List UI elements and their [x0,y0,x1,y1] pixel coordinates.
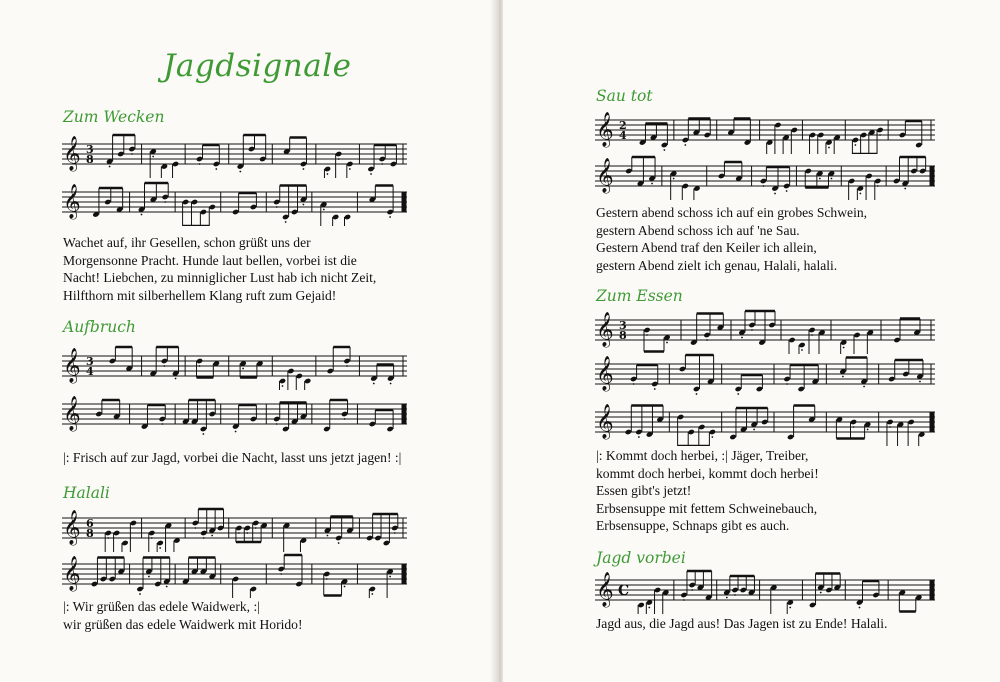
staccato-dot [107,537,109,539]
song-lyrics [596,447,819,535]
lyric-line: Gestern Abend traf den Keiler ich allein, [596,240,817,255]
staccato-dot [199,365,201,367]
time-signature-bottom: 8 [86,527,94,540]
song-lyrics [63,234,376,304]
staccato-dot [255,527,257,529]
treble-clef-icon: 𝄞 [63,396,81,431]
treble-clef-icon: 𝄞 [596,572,614,607]
staccato-dot [854,144,856,146]
staccato-dot [164,201,166,203]
staccato-dot [663,149,665,151]
music-staff [62,552,407,598]
staccato-dot [109,166,111,168]
staccato-dot [711,436,713,438]
staccato-dot [853,426,855,428]
staccato-dot [338,158,340,160]
staccato-dot [148,576,150,578]
staccato-dot [684,144,686,146]
song-lyrics [596,204,867,274]
staccato-dot [859,193,861,195]
staccato-dot [282,385,284,387]
page-title: Jagdsignale [163,48,352,84]
staccato-dot [706,339,708,341]
staccato-dot [159,547,161,549]
staccato-dot [633,383,635,385]
staccato-dot [651,183,653,185]
lyric-line: Hilfthorn mit silberhellem Klang ruft zum Gejaid! [63,287,337,303]
staccato-dot [163,365,165,367]
staccato-dot [786,190,788,192]
staccato-dot [327,173,329,175]
staccato-dot [203,537,205,539]
lyric-line: Wachet auf, ihr Gesellen, schon grüßt uns der [63,235,311,250]
music-staff [62,392,407,438]
song-lyrics [63,598,303,633]
staccato-dot [801,349,803,351]
music-staff [62,506,407,552]
staccato-dot [828,147,830,149]
song-heading-sau-tot: Sau tot [596,87,653,105]
lyric-line: Erbsensuppe mit fettem Schweinebauch, [596,500,818,516]
time-signature-top: 6 [86,517,94,530]
treble-clef-icon: 𝄞 [63,556,81,591]
staccato-dot [753,429,755,431]
staccato-dot [373,383,375,385]
staccato-dot [327,535,329,537]
treble-clef-icon: 𝄞 [596,404,614,439]
staccato-dot [390,383,392,385]
staccato-dot [654,388,656,390]
staccato-dot [726,597,728,599]
staccato-dot [323,209,325,211]
staccato-dot [859,607,861,609]
staccato-dot [648,607,650,609]
staccato-dot [131,153,133,155]
lyric-line: Jagd aus, die Jagd aus! Das Jagen ist zu Ende! Halali. [596,616,888,631]
treble-clef-icon: 𝄞 [596,158,614,193]
staccato-dot [389,216,391,218]
lyric-line: Morgensonne Pracht. Hunde laut bellen, vorbei ist die [63,252,357,268]
song-heading-zum-wecken: Zum Wecken [63,108,165,126]
lyric-line: Gestern abend schoss ich auf ein grobes Schwein, [596,205,868,220]
time-signature-top: 3 [86,143,94,156]
staccato-dot [344,586,346,588]
staccato-dot [303,168,305,170]
staccato-dot [786,383,788,385]
music-staff [595,400,935,446]
right-page [503,0,1000,682]
staccato-dot [819,178,821,180]
time-signature-top: 3 [86,355,94,368]
staccato-dot [235,431,237,433]
lyric-line: |: Frisch auf zur Jagd, vorbei die Nacht, lasst uns jetzt jagen! :| [63,450,402,465]
lyric-line: |: Wir grüßen das edele Waidwerk, :| [63,599,260,614]
staccato-dot [696,393,698,395]
treble-clef-icon: 𝄞 [63,136,81,171]
song-heading-halali: Halali [63,484,110,502]
song-heading-aufbruch: Aufbruch [63,318,136,336]
staccato-dot [246,532,248,534]
staccato-dot [691,589,693,591]
lyric-line: Nacht! Liebchen, zu minniglicher Lust hab ich nicht Zeit, [63,270,377,285]
staccato-dot [175,378,177,380]
staccato-dot [919,381,921,383]
staccato-dot [737,393,739,395]
time-signature-bottom: 4 [86,365,94,378]
staccato-dot [389,576,391,578]
staccato-dot [199,163,201,165]
lyric-line: wir grüßen das edele Waidwerk mit Horido! [63,616,303,632]
time-signature-bottom: 4 [619,129,627,142]
staccato-dot [842,376,844,378]
staccato-dot [202,433,204,435]
staccato-dot [349,168,351,170]
staccato-dot [381,163,383,165]
staccato-dot [139,593,141,595]
time-signature-bottom: 8 [86,153,94,166]
staccato-dot [215,168,217,170]
music-staff [595,568,935,614]
music-staff [595,352,935,398]
staccato-dot [242,368,244,370]
staccato-dot [734,594,736,596]
music-staff [595,154,935,200]
left-page [0,0,497,682]
staccato-dot [879,134,881,136]
staccato-dot [141,214,143,216]
music-staff [62,132,407,178]
staccato-dot [889,426,891,428]
staccato-dot [751,329,753,331]
staccato-dot [161,423,163,425]
staccato-dot [211,535,213,537]
music-staff [595,308,935,354]
treble-clef-icon: 𝄞 [596,112,614,147]
lyric-line: gestern Abend schoss ich auf 'ne Sau. [596,222,800,238]
time-signature-top: 3 [619,319,627,332]
time-signature-common: C [618,583,630,599]
song-lyrics [63,449,401,467]
staccato-dot [239,171,241,173]
time-signature-bottom: 8 [619,329,627,342]
staccato-dot [867,429,869,431]
staccato-dot [370,173,372,175]
staccato-dot [194,527,196,529]
treble-clef-icon: 𝄞 [63,348,81,383]
staccato-dot [789,607,791,609]
staccato-dot [152,156,154,158]
staccato-dot [843,347,845,349]
staccato-dot [344,418,346,420]
music-staff [62,344,407,390]
lyric-line: Erbsensuppe, Schnaps gibt es auch. [596,518,790,533]
staccato-dot [394,532,396,534]
staccato-dot [338,542,340,544]
staccato-dot [646,334,648,336]
treble-clef-icon: 𝄞 [63,184,81,219]
staccato-dot [666,342,668,344]
song-heading-jagd-vorbei: Jagd vorbei [596,549,686,567]
staccato-dot [166,586,168,588]
music-staff [62,180,407,226]
staccato-dot [346,365,348,367]
staccato-dot [820,592,822,594]
staccato-dot [741,337,743,339]
staccato-dot [326,578,328,580]
staccato-dot [276,423,278,425]
staccato-dot [811,334,813,336]
song-heading-zum-essen: Zum Essen [596,287,683,305]
staccato-dot [238,532,240,534]
staccato-dot [683,599,685,601]
staccato-dot [904,188,906,190]
lyric-line: gestern Abend zielt ich genau, Halali, halali. [596,257,838,273]
song-lyrics [596,615,887,633]
lyric-line: Essen gibt's jetzt! [596,483,692,498]
treble-clef-icon: 𝄞 [63,510,81,545]
staccato-dot [638,436,640,438]
staccato-dot [762,185,764,187]
staccato-dot [774,193,776,195]
lyric-line: kommt doch herbei, kommt doch herbei! [596,465,819,481]
staccato-dot [276,206,278,208]
staccato-dot [151,537,153,539]
time-signature-top: 2 [619,119,627,132]
music-staff [595,108,935,154]
staccato-dot [371,593,373,595]
staccato-dot [280,573,282,575]
staccato-dot [303,204,305,206]
staccato-dot [863,386,865,388]
treble-clef-icon: 𝄞 [596,312,614,347]
staccato-dot [831,178,833,180]
staccato-dot [285,221,287,223]
lyric-line: |: Kommt doch herbei, :| Jäger, Treiber, [596,448,809,463]
staccato-dot [673,178,675,180]
treble-clef-icon: 𝄞 [596,356,614,391]
staccato-dot [877,185,879,187]
